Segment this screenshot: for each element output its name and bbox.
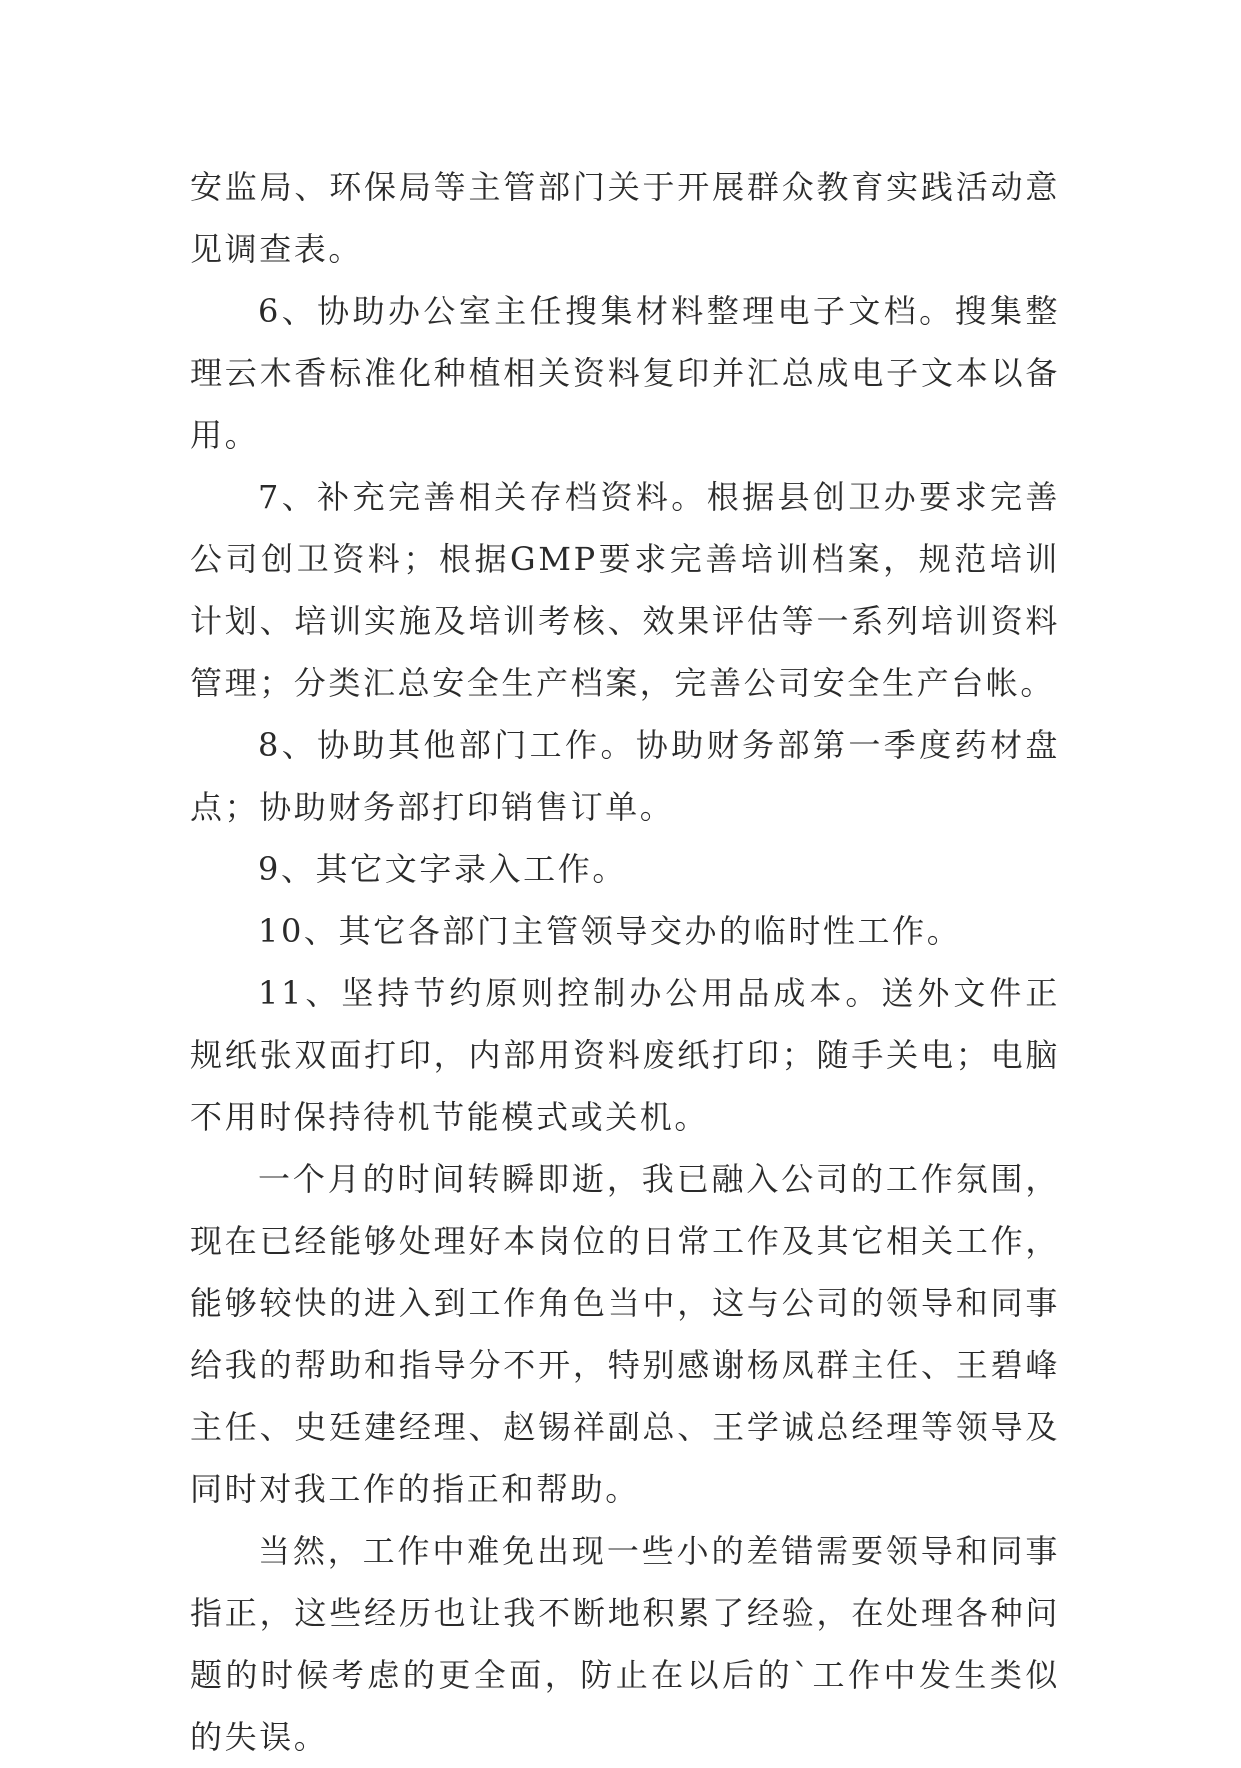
paragraph-item-8: 8、协助其他部门工作。协助财务部第一季度药材盘点；协助财务部打印销售订单。 [190,726,1060,826]
paragraph-reflection: 当然，工作中难免出现一些小的差错需要领导和同事指正，这些经历也让我不断地积累了经验，在处理各种问题的时候考虑的更全面，防止在以后的`工作中发生类似的失误。 [190,1532,1060,1756]
paragraph-item-9: 9、其它文字录入工作。 [258,850,627,888]
paragraph-continuation: 安监局、环保局等主管部门关于开展群众教育实践活动意见调查表。 [190,168,1060,268]
paragraph-summary: 一个月的时间转瞬即逝，我已融入公司的工作氛围，现在已经能够处理好本岗位的日常工作及其它相关工作，能够较快的进入到工作角色当中，这与公司的领导和同事给我的帮助和指导分不开，特别感谢杨凤群主任、王碧峰主任、史廷建经理、赵锡祥副总、王学诚总经理等领导及同时对我工作的指正和帮助。 [190,1160,1060,1508]
document-body [190,156,1060,1768]
paragraph-item-10: 10、其它各部门主管领导交办的临时性工作。 [258,912,962,950]
paragraph-item-7: 7、补充完善相关存档资料。根据县创卫办要求完善公司创卫资料；根据GMP要求完善培训档案，规范培训计划、培训实施及培训考核、效果评估等一系列培训资料管理；分类汇总安全生产档案，完善公司安全生产台帐。 [190,478,1060,702]
paragraph-item-11: 11、坚持节约原则控制办公用品成本。送外文件正规纸张双面打印，内部用资料废纸打印；随手关电；电脑不用时保持待机节能模式或关机。 [190,974,1060,1136]
paragraph-item-6: 6、协助办公室主任搜集材料整理电子文档。搜集整理云木香标准化种植相关资料复印并汇总成电子文本以备用。 [190,292,1060,454]
